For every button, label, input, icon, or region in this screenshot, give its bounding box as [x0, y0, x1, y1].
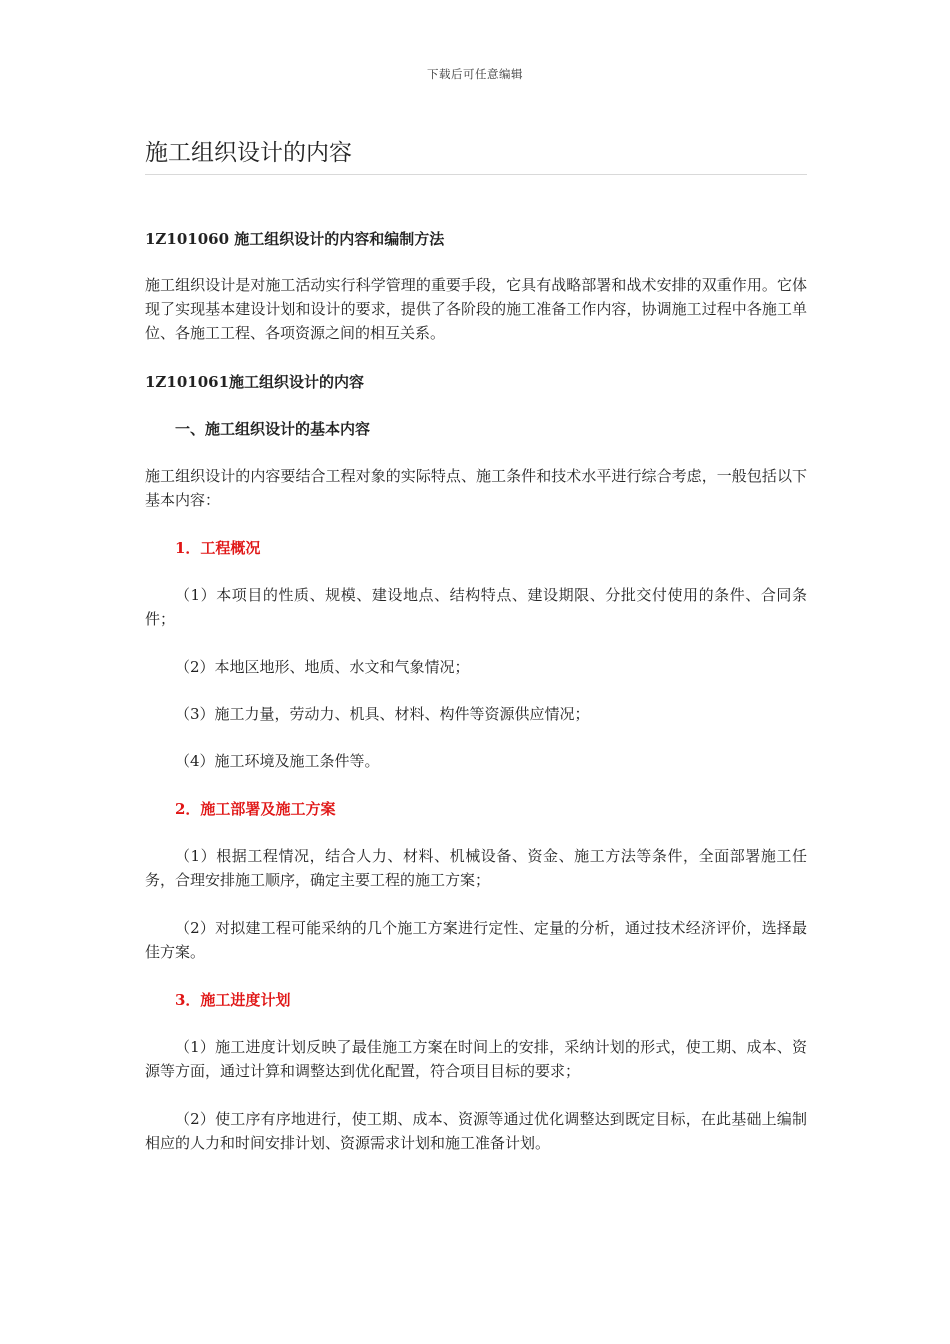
- item-heading-schedule: 3．施工进度计划: [175, 991, 291, 1009]
- main-heading: 1Z101060 施工组织设计的内容和编制方法: [145, 230, 445, 248]
- list-item: （1）本项目的性质、规模、建设地点、结构特点、建设期限、分批交付使用的条件、合同条件；: [145, 586, 807, 628]
- list-item: （2）使工序有序地进行，使工期、成本、资源等通过优化调整达到既定目标，在此基础上编制相应的人力和时间安排计划、资源需求计划和施工准备计划。: [145, 1110, 807, 1152]
- list-item: （2）本地区地形、地质、水文和气象情况；: [175, 658, 470, 676]
- list-item: （2）对拟建工程可能采纳的几个施工方案进行定性、定量的分析，通过技术经济评价，选择最佳方案。: [145, 919, 807, 961]
- list-item: （3）施工力量，劳动力、机具、材料、构件等资源供应情况；: [175, 705, 590, 723]
- list-item: （4）施工环境及施工条件等。: [175, 752, 380, 770]
- item-heading-deployment-plan: 2．施工部署及施工方案: [175, 800, 336, 818]
- intro-paragraph: 施工组织设计是对施工活动实行科学管理的重要手段，它具有战略部署和战术安排的双重作用。它体现了实现基本建设计划和设计的要求，提供了各阶段的施工准备工作内容，协调施工过程中各施工单位、各施工工程、各项资源之间的相互关系。: [145, 276, 807, 342]
- header-note: 下载后可任意编辑: [427, 67, 523, 81]
- page-title: 施工组织设计的内容: [145, 140, 352, 166]
- section-heading-basic-content: 一、施工组织设计的基本内容: [175, 420, 371, 438]
- list-item: （1）施工进度计划反映了最佳施工方案在时间上的安排，采纳计划的形式，使工期、成本、资源等方面，通过计算和调整达到优化配置，符合项目目标的要求；: [145, 1038, 807, 1080]
- item-heading-project-overview: 1．工程概况: [175, 539, 261, 557]
- basic-content-paragraph: 施工组织设计的内容要结合工程对象的实际特点、施工条件和技术水平进行综合考虑，一般包括以下基本内容：: [145, 467, 807, 509]
- sub-heading: 1Z101061施工组织设计的内容: [145, 373, 365, 391]
- title-divider: [145, 174, 807, 175]
- list-item: （1）根据工程情况，结合人力、材料、机械设备、资金、施工方法等条件，全面部署施工任务，合理安排施工顺序，确定主要工程的施工方案；: [145, 847, 807, 889]
